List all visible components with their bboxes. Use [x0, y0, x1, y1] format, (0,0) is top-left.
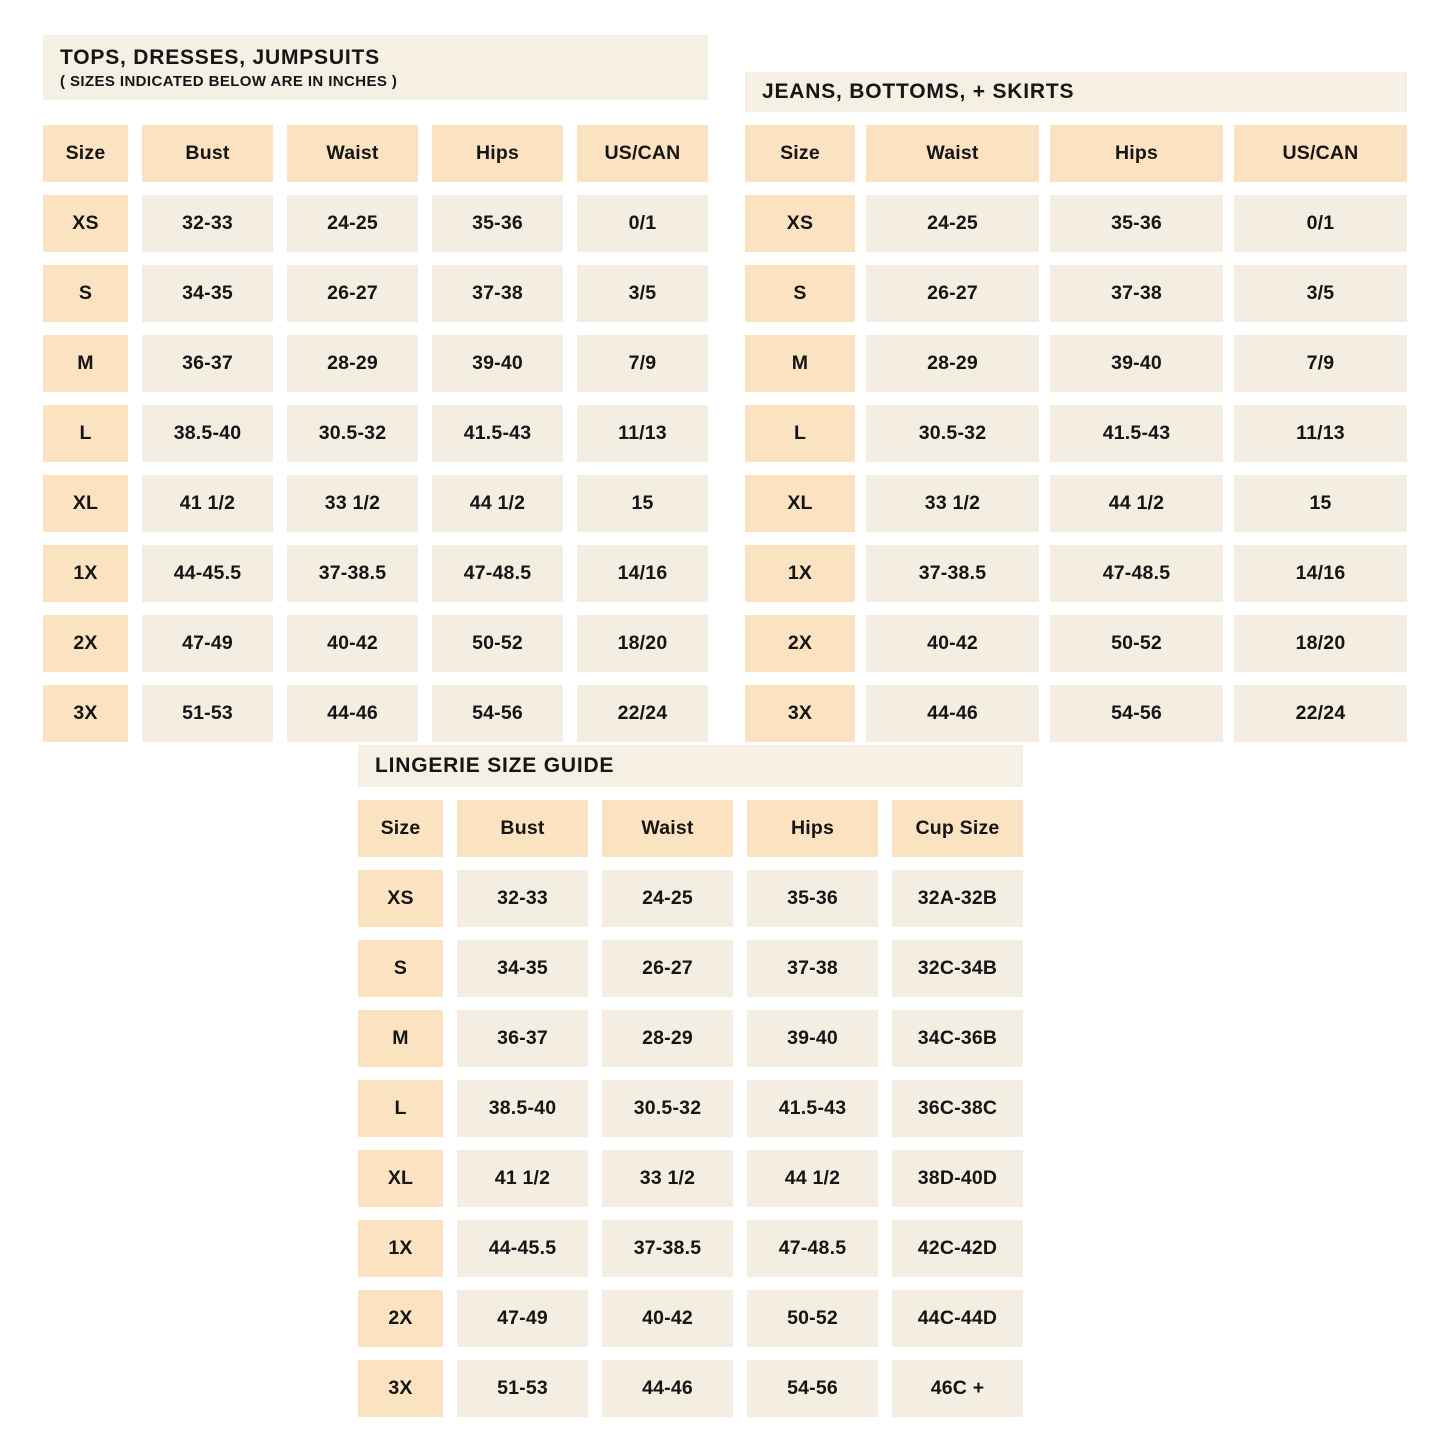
- column-header-cell: Size: [745, 125, 855, 182]
- measurement-cell: 41 1/2: [457, 1150, 588, 1207]
- measurement-cell: 32A-32B: [892, 870, 1023, 927]
- measurement-cell: 36-37: [142, 335, 273, 392]
- column-header-cell: Cup Size: [892, 800, 1023, 857]
- size-label-cell: XS: [43, 195, 128, 252]
- table-lingerie-size-guide: [358, 745, 1023, 1417]
- size-label-cell: 1X: [745, 545, 855, 602]
- measurement-cell: 32-33: [142, 195, 273, 252]
- measurement-cell: 3/5: [1234, 265, 1407, 322]
- measurement-cell: 26-27: [287, 265, 418, 322]
- measurement-cell: 36C-38C: [892, 1080, 1023, 1137]
- measurement-cell: 37-38: [747, 940, 878, 997]
- column-header-cell: US/CAN: [577, 125, 708, 182]
- measurement-cell: 37-38: [1050, 265, 1223, 322]
- size-label-cell: 3X: [43, 685, 128, 742]
- size-label-cell: M: [745, 335, 855, 392]
- measurement-cell: 47-48.5: [432, 545, 563, 602]
- table-jeans-bottoms-skirts: [745, 72, 1407, 742]
- table-title: TOPS, DRESSES, JUMPSUITS: [60, 45, 380, 69]
- measurement-cell: 34-35: [142, 265, 273, 322]
- size-label-cell: L: [358, 1080, 443, 1137]
- measurement-cell: 44-46: [866, 685, 1039, 742]
- column-header-cell: Bust: [142, 125, 273, 182]
- size-label-cell: 3X: [358, 1360, 443, 1417]
- size-label-cell: XL: [358, 1150, 443, 1207]
- measurement-cell: 44C-44D: [892, 1290, 1023, 1347]
- size-label-cell: L: [745, 405, 855, 462]
- measurement-cell: 34C-36B: [892, 1010, 1023, 1067]
- column-header-cell: US/CAN: [1234, 125, 1407, 182]
- measurement-cell: 50-52: [1050, 615, 1223, 672]
- size-label-cell: XL: [43, 475, 128, 532]
- measurement-cell: 33 1/2: [287, 475, 418, 532]
- measurement-cell: 40-42: [287, 615, 418, 672]
- size-label-cell: S: [745, 265, 855, 322]
- column-header-cell: Waist: [287, 125, 418, 182]
- measurement-cell: 47-49: [142, 615, 273, 672]
- measurement-cell: 26-27: [602, 940, 733, 997]
- measurement-cell: 37-38.5: [866, 545, 1039, 602]
- size-label-cell: 1X: [358, 1220, 443, 1277]
- measurement-cell: 18/20: [577, 615, 708, 672]
- size-label-cell: 2X: [358, 1290, 443, 1347]
- measurement-cell: 41.5-43: [1050, 405, 1223, 462]
- measurement-cell: 11/13: [1234, 405, 1407, 462]
- measurement-cell: 50-52: [747, 1290, 878, 1347]
- measurement-cell: 51-53: [457, 1360, 588, 1417]
- measurement-cell: 54-56: [747, 1360, 878, 1417]
- measurement-cell: 30.5-32: [602, 1080, 733, 1137]
- measurement-cell: 39-40: [432, 335, 563, 392]
- measurement-cell: 18/20: [1234, 615, 1407, 672]
- measurement-cell: 15: [1234, 475, 1407, 532]
- measurement-cell: 40-42: [866, 615, 1039, 672]
- measurement-cell: 42C-42D: [892, 1220, 1023, 1277]
- column-header-cell: Hips: [432, 125, 563, 182]
- measurement-cell: 44 1/2: [432, 475, 563, 532]
- measurement-cell: 47-49: [457, 1290, 588, 1347]
- measurement-cell: 47-48.5: [1050, 545, 1223, 602]
- measurement-cell: 39-40: [1050, 335, 1223, 392]
- measurement-cell: 28-29: [287, 335, 418, 392]
- measurement-cell: 35-36: [1050, 195, 1223, 252]
- measurement-cell: 51-53: [142, 685, 273, 742]
- measurement-cell: 41.5-43: [747, 1080, 878, 1137]
- measurement-cell: 41 1/2: [142, 475, 273, 532]
- measurement-cell: 24-25: [602, 870, 733, 927]
- measurement-cell: 35-36: [432, 195, 563, 252]
- size-label-cell: XS: [745, 195, 855, 252]
- measurement-cell: 38D-40D: [892, 1150, 1023, 1207]
- banner-jeans-bottoms-skirts: [745, 72, 1407, 112]
- table-title: JEANS, BOTTOMS, + SKIRTS: [762, 80, 1075, 103]
- measurement-cell: 7/9: [1234, 335, 1407, 392]
- size-label-cell: 2X: [43, 615, 128, 672]
- column-header-cell: Waist: [866, 125, 1039, 182]
- measurement-cell: 46C +: [892, 1360, 1023, 1417]
- measurement-cell: 30.5-32: [866, 405, 1039, 462]
- size-label-cell: M: [43, 335, 128, 392]
- measurement-cell: 44 1/2: [1050, 475, 1223, 532]
- measurement-cell: 47-48.5: [747, 1220, 878, 1277]
- measurement-cell: 41.5-43: [432, 405, 563, 462]
- size-label-cell: 1X: [43, 545, 128, 602]
- measurement-cell: 35-36: [747, 870, 878, 927]
- measurement-cell: 37-38: [432, 265, 563, 322]
- measurement-cell: 50-52: [432, 615, 563, 672]
- measurement-cell: 44 1/2: [747, 1150, 878, 1207]
- measurement-cell: 14/16: [1234, 545, 1407, 602]
- measurement-cell: 11/13: [577, 405, 708, 462]
- measurement-cell: 14/16: [577, 545, 708, 602]
- measurement-cell: 7/9: [577, 335, 708, 392]
- measurement-cell: 33 1/2: [866, 475, 1039, 532]
- measurement-cell: 15: [577, 475, 708, 532]
- measurement-cell: 44-45.5: [457, 1220, 588, 1277]
- banner-tops-dresses-jumpsuits: [43, 35, 708, 100]
- measurement-cell: 38.5-40: [142, 405, 273, 462]
- measurement-cell: 34-35: [457, 940, 588, 997]
- measurement-cell: 3/5: [577, 265, 708, 322]
- measurement-cell: 36-37: [457, 1010, 588, 1067]
- size-label-cell: XL: [745, 475, 855, 532]
- size-label-cell: L: [43, 405, 128, 462]
- measurement-cell: 44-46: [287, 685, 418, 742]
- measurement-cell: 44-46: [602, 1360, 733, 1417]
- banner-lingerie-size-guide: [358, 745, 1023, 787]
- measurement-cell: 32-33: [457, 870, 588, 927]
- measurement-cell: 32C-34B: [892, 940, 1023, 997]
- measurement-cell: 22/24: [1234, 685, 1407, 742]
- measurement-cell: 37-38.5: [287, 545, 418, 602]
- size-label-cell: 2X: [745, 615, 855, 672]
- measurement-cell: 38.5-40: [457, 1080, 588, 1137]
- size-label-cell: S: [43, 265, 128, 322]
- column-header-cell: Size: [43, 125, 128, 182]
- measurement-cell: 0/1: [577, 195, 708, 252]
- column-header-cell: Hips: [747, 800, 878, 857]
- measurement-cell: 30.5-32: [287, 405, 418, 462]
- table-title: LINGERIE SIZE GUIDE: [375, 754, 615, 777]
- grid-lingerie-size-guide: [358, 800, 1023, 1417]
- measurement-cell: 39-40: [747, 1010, 878, 1067]
- table-subtitle: ( SIZES INDICATED BELOW ARE IN INCHES ): [60, 72, 398, 90]
- column-header-cell: Size: [358, 800, 443, 857]
- measurement-cell: 54-56: [432, 685, 563, 742]
- measurement-cell: 24-25: [287, 195, 418, 252]
- measurement-cell: 44-45.5: [142, 545, 273, 602]
- table-tops-dresses-jumpsuits: [43, 35, 708, 742]
- grid-jeans-bottoms-skirts: [745, 125, 1407, 742]
- column-header-cell: Waist: [602, 800, 733, 857]
- column-header-cell: Hips: [1050, 125, 1223, 182]
- measurement-cell: 28-29: [866, 335, 1039, 392]
- size-label-cell: S: [358, 940, 443, 997]
- measurement-cell: 37-38.5: [602, 1220, 733, 1277]
- column-header-cell: Bust: [457, 800, 588, 857]
- measurement-cell: 24-25: [866, 195, 1039, 252]
- size-label-cell: XS: [358, 870, 443, 927]
- measurement-cell: 26-27: [866, 265, 1039, 322]
- measurement-cell: 22/24: [577, 685, 708, 742]
- size-label-cell: M: [358, 1010, 443, 1067]
- grid-tops-dresses-jumpsuits: [43, 125, 708, 742]
- measurement-cell: 54-56: [1050, 685, 1223, 742]
- size-label-cell: 3X: [745, 685, 855, 742]
- measurement-cell: 33 1/2: [602, 1150, 733, 1207]
- measurement-cell: 0/1: [1234, 195, 1407, 252]
- measurement-cell: 28-29: [602, 1010, 733, 1067]
- measurement-cell: 40-42: [602, 1290, 733, 1347]
